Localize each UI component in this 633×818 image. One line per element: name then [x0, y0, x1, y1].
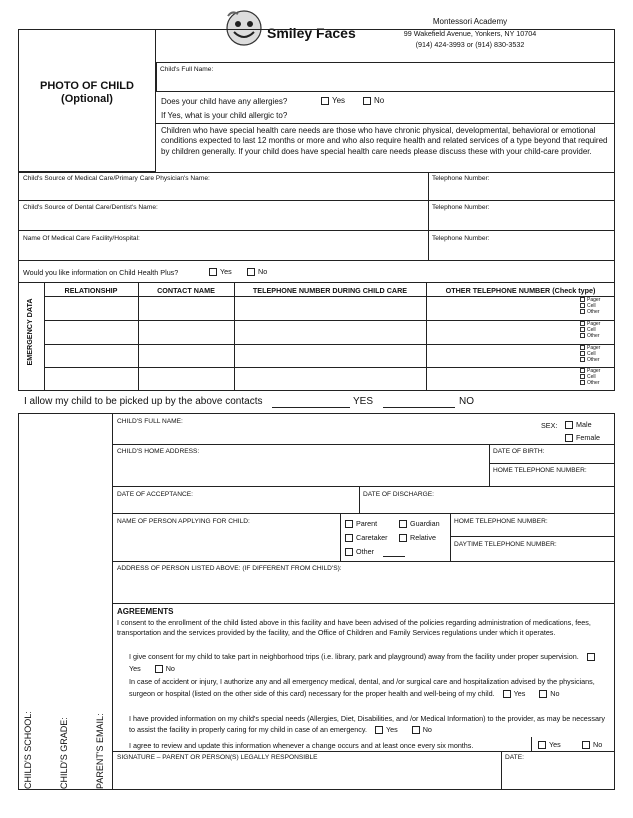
- checkbox-icon: [399, 520, 407, 528]
- applicant-label: NAME OF PERSON APPLYING FOR CHILD:: [117, 518, 250, 525]
- col-other-phone: OTHER TELEPHONE NUMBER (Check type): [445, 286, 596, 295]
- checkbox-icon: [321, 97, 329, 105]
- allergies-no[interactable]: No: [363, 96, 384, 105]
- parent-email-label: PARENT'S EMAIL:: [95, 713, 105, 789]
- photo-optional-label: (Optional): [61, 93, 113, 105]
- home-phone-label: HOME TELEPHONE NUMBER:: [493, 467, 587, 474]
- divider: [156, 123, 615, 124]
- relation-parent[interactable]: Parent: [345, 519, 377, 528]
- facility-label: Name Of Medical Care Facility/Hospital:: [23, 235, 140, 242]
- sex-female[interactable]: Female: [565, 433, 600, 442]
- academy-phones: (914) 424-3993 or (914) 830-3532: [415, 40, 525, 49]
- child-name-field[interactable]: [156, 62, 615, 92]
- divider: [428, 172, 429, 260]
- relation-relative[interactable]: Relative: [399, 533, 436, 542]
- checkbox-icon: [565, 434, 573, 442]
- facility-phone-label: Telephone Number:: [432, 235, 490, 242]
- divider: [18, 172, 615, 173]
- home-address-label: CHILD'S HOME ADDRESS:: [117, 448, 200, 455]
- chp-question: Would you like information on Child Health Plus?: [23, 268, 179, 277]
- child-school-label: CHILD'S SCHOOL:: [23, 711, 33, 789]
- agreements-title: AGREEMENTS: [117, 607, 174, 616]
- child-name-label: Child's Full Name:: [160, 66, 214, 73]
- checkbox-icon: [209, 268, 217, 276]
- agreement-special-needs: I have provided information on my child's special needs (Allergies, Diet, Disabilities, and /or Medical Information) to the provider, as may be necessary to assist the facility in properly caring for my child in case of an emergency. Yes No: [129, 714, 605, 734]
- agreement-trips: I give consent for my child to take part in neighborhood trips (i.e. library, park and playground) away from the facility under proper supervision. Yes No: [129, 651, 607, 675]
- phone-type-group[interactable]: Pager Cell Other: [580, 321, 600, 339]
- divider: [18, 260, 615, 261]
- academy-address: 99 Wakefield Avenue, Yonkers, NY 10704: [403, 29, 537, 38]
- brand-name: Smiley Faces: [267, 25, 356, 41]
- checkbox-icon: [247, 268, 255, 276]
- trips-no[interactable]: No: [155, 664, 175, 673]
- review-yes[interactable]: Yes: [538, 740, 561, 749]
- medical-source-label: Child's Source of Medical Care/Primary Care Physician's Name:: [23, 175, 210, 182]
- col-contact-name: CONTACT NAME: [157, 286, 215, 295]
- dob-label: DATE OF BIRTH:: [493, 448, 545, 455]
- agreement-medical: In case of accident or injury, I authorize any and all emergency medical, dental, and /or surgical care and hospitalization advised by the physicians, surgeon or hospital (listed on the other side of this card) necessary for the proper health and well-being of my child. Yes No: [129, 677, 595, 698]
- col-phone-during: TELEPHONE NUMBER DURING CHILD CARE: [252, 286, 408, 295]
- acceptance-label: DATE OF ACCEPTANCE:: [117, 491, 193, 498]
- checkbox-icon: [345, 534, 353, 542]
- trips-yes[interactable]: Yes: [129, 652, 598, 673]
- checkbox-icon: [582, 741, 590, 749]
- agreement-enrollment: I consent to the enrollment of the child listed above in this facility and have been advised of the policies regarding administration of medications, fees, transportation and the services provided by the facility, and the Office of Children and Family Services regulations under which it operates.: [117, 618, 591, 637]
- applicant-address-label: ADDRESS OF PERSON LISTED ABOVE: (IF DIFFERENT FROM CHILD'S):: [117, 565, 342, 572]
- signature-label: SIGNATURE – PARENT OR PERSON(S) LEGALLY RESPONSIBLE: [117, 754, 318, 761]
- pickup-yes: YES: [353, 396, 374, 407]
- checkbox-icon: [539, 690, 547, 698]
- allergies-yes[interactable]: Yes: [321, 96, 345, 105]
- review-no[interactable]: No: [582, 740, 602, 749]
- relation-other[interactable]: Other: [345, 547, 374, 556]
- allergies-question: Does your child have any allergies?: [161, 97, 288, 106]
- enroll-child-name-label: CHILD'S FULL NAME:: [117, 418, 183, 425]
- relation-caretaker[interactable]: Caretaker: [345, 533, 388, 542]
- emergency-table: [18, 282, 615, 391]
- daytime-phone-label: DAYTIME TELEPHONE NUMBER:: [454, 541, 557, 548]
- sex-label: SEX:: [541, 421, 558, 430]
- chp-yes[interactable]: Yes: [209, 267, 232, 276]
- relation-guardian[interactable]: Guardian: [399, 519, 440, 528]
- phone-type-group[interactable]: Pager Cell Other: [580, 368, 600, 386]
- checkbox-icon: [399, 534, 407, 542]
- sex-male[interactable]: Male: [565, 420, 592, 429]
- checkbox-icon: [538, 741, 546, 749]
- date-label: DATE:: [505, 754, 524, 761]
- phone-type-group[interactable]: Pager Cell Other: [580, 297, 600, 315]
- pickup-statement: I allow my child to be picked up by the above contacts: [24, 396, 263, 407]
- special-needs-text: Children who have special health care needs are those who have chronic physical, developmental, behavioral or emotional conditions expected to last 12 months or more and who also require health and related services of a type beyond that required by children generally. If your child does have special health care needs please discuss these with your child-care provider.: [161, 126, 608, 156]
- col-relationship: RELATIONSHIP: [64, 286, 118, 295]
- checkbox-icon: [363, 97, 371, 105]
- emergency-side-label: EMERGENCY DATA: [25, 298, 34, 366]
- other-relation-line[interactable]: [383, 556, 405, 557]
- photo-label: PHOTO OF CHILD: [40, 80, 134, 92]
- checkbox-icon: [412, 726, 420, 734]
- checkbox-icon: [587, 653, 595, 661]
- checkbox-icon: [345, 520, 353, 528]
- medical-phone-label: Telephone Number:: [432, 175, 490, 182]
- medical-no[interactable]: No: [539, 689, 559, 698]
- chp-no[interactable]: No: [247, 267, 267, 276]
- checkbox-icon: [155, 665, 163, 673]
- agreement-review: I agree to review and update this information whenever a change occurs and at least once every six months.: [129, 741, 474, 750]
- child-grade-label: CHILD'S GRADE:: [59, 717, 69, 789]
- side-column-divider: [112, 413, 113, 790]
- checkbox-icon: [565, 421, 573, 429]
- checkbox-icon: [375, 726, 383, 734]
- divider: [18, 200, 615, 201]
- checkbox-icon: [503, 690, 511, 698]
- phone-type-group[interactable]: Pager Cell Other: [580, 345, 600, 363]
- allergic-to-label: If Yes, what is your child allergic to?: [161, 111, 288, 120]
- discharge-label: DATE OF DISCHARGE:: [363, 491, 434, 498]
- academy-name: Montessori Academy: [432, 17, 508, 26]
- applicant-home-phone-label: HOME TELEPHONE NUMBER:: [454, 518, 548, 525]
- dental-phone-label: Telephone Number:: [432, 204, 490, 211]
- dental-source-label: Child's Source of Dental Care/Dentist's Name:: [23, 204, 158, 211]
- divider: [18, 230, 615, 231]
- checkbox-icon: [345, 548, 353, 556]
- special-needs-yes[interactable]: Yes: [375, 725, 398, 734]
- pickup-no: NO: [459, 396, 474, 407]
- pickup-yes-line[interactable]: [272, 407, 350, 408]
- medical-yes[interactable]: Yes: [503, 689, 526, 698]
- pickup-no-line[interactable]: [383, 407, 455, 408]
- special-needs-no[interactable]: No: [412, 725, 432, 734]
